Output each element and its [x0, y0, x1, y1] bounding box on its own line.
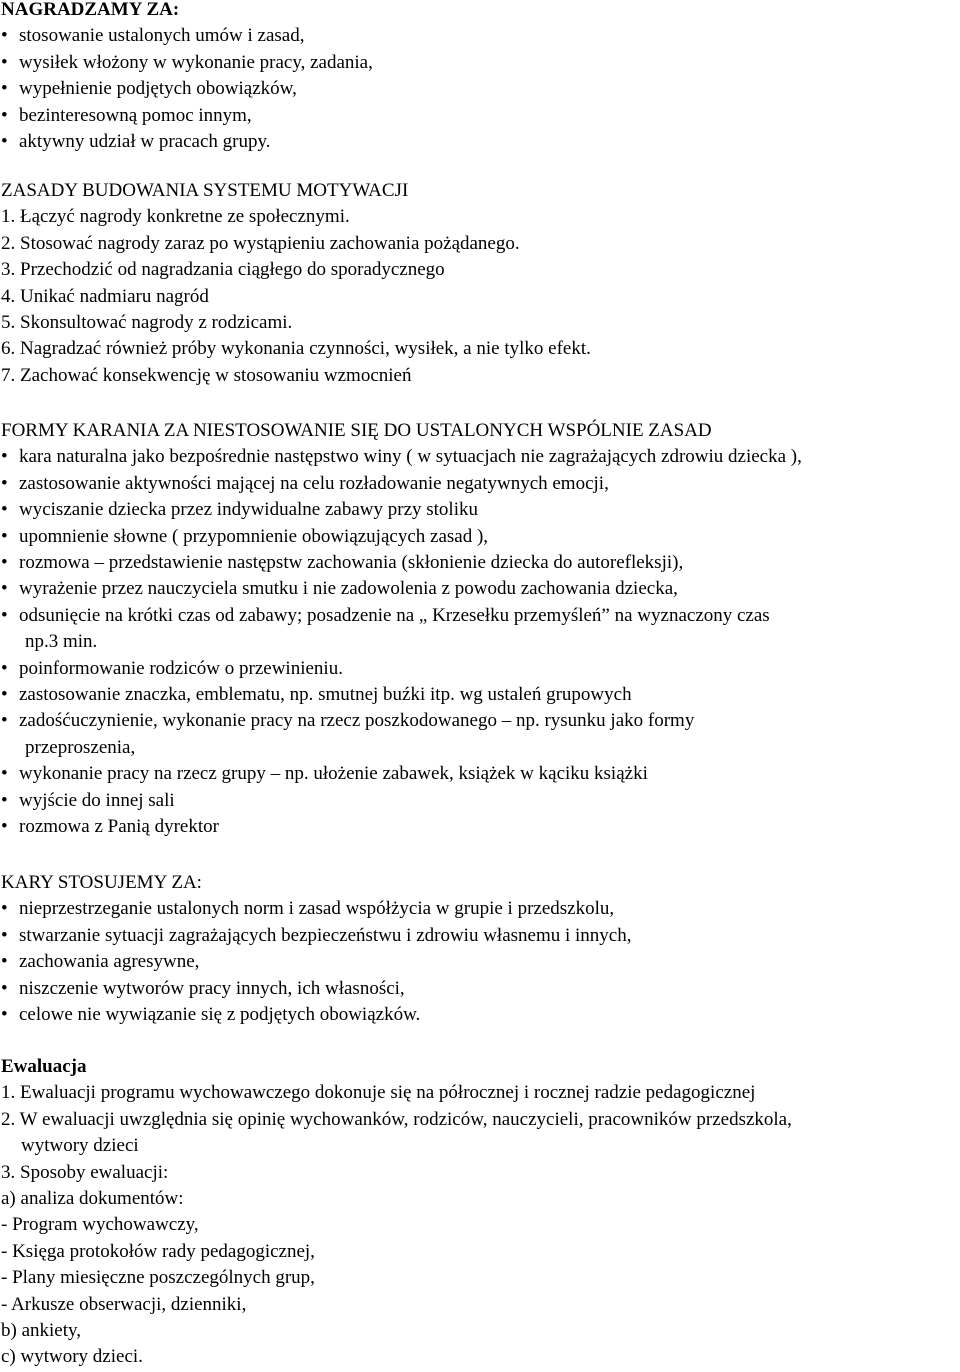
list-item: • stosowanie ustalonych umów i zasad, [1, 23, 959, 49]
list-item: • stwarzanie sytuacji zagrażających bezpieczeństwu i zdrowiu własnemu i innych, [1, 923, 959, 949]
list-item: • upomnienie słowne ( przypomnienie obowiązujących zasad ), [1, 524, 959, 550]
section-formy-karania [1, 418, 959, 841]
list-item: 7. Zachować konsekwencję w stosowaniu wzmocnień [1, 364, 412, 386]
section-nagradzamy [1, 0, 959, 155]
list-item: • aktywny udział w pracach grupy. [1, 129, 959, 155]
bullet-icon: • [1, 977, 8, 999]
heading-nagradzamy: NAGRADZAMY ZA: [1, 0, 180, 20]
list-item-continuation: przeproszenia, [25, 736, 136, 758]
list-item: - Arkusze obserwacji, dzienniki, [1, 1293, 247, 1315]
list-item: 5. Skonsultować nagrody z rodzicami. [1, 312, 293, 334]
list-item: - Plany miesięczne poszczególnych grup, [1, 1267, 315, 1289]
bullet-icon: • [1, 131, 8, 153]
section-ewaluacja [1, 1054, 959, 1371]
list-item: 1. Łączyć nagrody konkretne ze społecznymi. [1, 206, 350, 228]
list-item: 2. Stosować nagrody zaraz po wystąpieniu zachowania pożądanego. [1, 232, 520, 254]
list-item: • nieprzestrzeganie ustalonych norm i zasad współżycia w grupie i przedszkolu, [1, 896, 959, 922]
bullet-icon: • [1, 898, 8, 920]
bullet-icon: • [1, 578, 8, 600]
bullet-icon: • [1, 525, 8, 547]
bullet-icon: • [1, 684, 8, 706]
bullet-icon: • [1, 924, 8, 946]
bullet-icon: • [1, 1004, 8, 1026]
bullet-icon: • [1, 446, 8, 468]
list-item: • rozmowa z Panią dyrektor [1, 814, 959, 840]
bullet-icon: • [1, 25, 8, 47]
list-item: • wysiłek włożony w wykonanie pracy, zadania, [1, 50, 959, 76]
bullet-icon: • [1, 78, 8, 100]
list-item: a) analiza dokumentów: [1, 1188, 184, 1210]
heading-zasady: ZASADY BUDOWANIA SYSTEMU MOTYWACJI [1, 180, 409, 201]
list-item: b) ankiety, [1, 1320, 82, 1342]
list-item: • poinformowanie rodziców o przewinieniu. [1, 656, 959, 682]
list-item: - Księga protokołów rady pedagogicznej, [1, 1240, 315, 1262]
bullet-icon: • [1, 51, 8, 73]
section-zasady [1, 178, 959, 389]
list-item-continuation: wytwory dzieci [21, 1135, 139, 1157]
list-item: c) wytwory dzieci. [1, 1346, 143, 1368]
list-item: • celowe nie wywiązanie się z podjętych obowiązków. [1, 1002, 959, 1028]
list-item: • wypełnienie podjętych obowiązków, [1, 76, 959, 102]
bullet-icon: • [1, 657, 8, 679]
bullet-icon: • [1, 789, 8, 811]
bullet-icon: • [1, 104, 8, 126]
list-item: 4. Unikać nadmiaru nagród [1, 285, 209, 307]
list-item: 1. Ewaluacji programu wychowawczego dokonuje się na półrocznej i rocznej radzie pedagogicznej [1, 1082, 756, 1104]
list-item: • rozmowa – przedstawienie następstw zachowania (skłonienie dziecka do autorefleksji), [1, 550, 959, 576]
bullet-icon: • [1, 499, 8, 521]
list-item: 2. W ewaluacji uwzględnia się opinię wychowanków, rodziców, nauczycieli, pracowników przedszkola, [1, 1108, 792, 1130]
list-item: • odsunięcie na krótki czas od zabawy; posadzenie na „ Krzesełku przemyśleń” na wyznaczony czas [1, 603, 959, 629]
heading-ewaluacja: Ewaluacja [1, 1056, 87, 1077]
bullet-icon: • [1, 951, 8, 973]
list-item: • wyciszanie dziecka przez indywidualne zabawy przy stoliku [1, 497, 959, 523]
list-item: • zastosowanie znaczka, emblematu, np. smutnej buźki itp. wg ustaleń grupowych [1, 682, 959, 708]
heading-kary: KARY STOSUJEMY ZA: [1, 872, 202, 893]
heading-formy-karania: FORMY KARANIA ZA NIESTOSOWANIE SIĘ DO USTALONYCH WSPÓLNIE ZASAD [1, 420, 712, 441]
bullet-icon: • [1, 552, 8, 574]
bullet-icon: • [1, 816, 8, 838]
list-item: • zadośćuczynienie, wykonanie pracy na rzecz poszkodowanego – np. rysunku jako formy [1, 708, 959, 734]
list-item: 3. Sposoby ewaluacji: [1, 1161, 169, 1183]
list-item: 6. Nagradzać również próby wykonania czynności, wysiłek, a nie tylko efekt. [1, 338, 591, 360]
list-item: • wykonanie pracy na rzecz grupy – np. ułożenie zabawek, książek w kąciku książki [1, 761, 959, 787]
list-item: • zachowania agresywne, [1, 949, 959, 975]
list-item: • niszczenie wytworów pracy innych, ich własności, [1, 976, 959, 1002]
list-item: • wyjście do innej sali [1, 788, 959, 814]
bullet-icon: • [1, 604, 8, 626]
bullet-icon: • [1, 472, 8, 494]
bullet-icon: • [1, 710, 8, 732]
section-kary [1, 870, 959, 1028]
list-item: • bezinteresowną pomoc innym, [1, 103, 959, 129]
list-item: • zastosowanie aktywności mającej na celu rozładowanie negatywnych emocji, [1, 471, 959, 497]
list-item: • kara naturalna jako bezpośrednie następstwo winy ( w sytuacjach nie zagrażających zdrowiu dziecka ), [1, 444, 959, 470]
list-item: 3. Przechodzić od nagradzania ciągłego do sporadycznego [1, 259, 445, 281]
list-item-continuation: np.3 min. [25, 631, 98, 653]
list-item: - Program wychowawczy, [1, 1214, 199, 1236]
bullet-icon: • [1, 763, 8, 785]
list-item: • wyrażenie przez nauczyciela smutku i nie zadowolenia z powodu zachowania dziecka, [1, 576, 959, 602]
